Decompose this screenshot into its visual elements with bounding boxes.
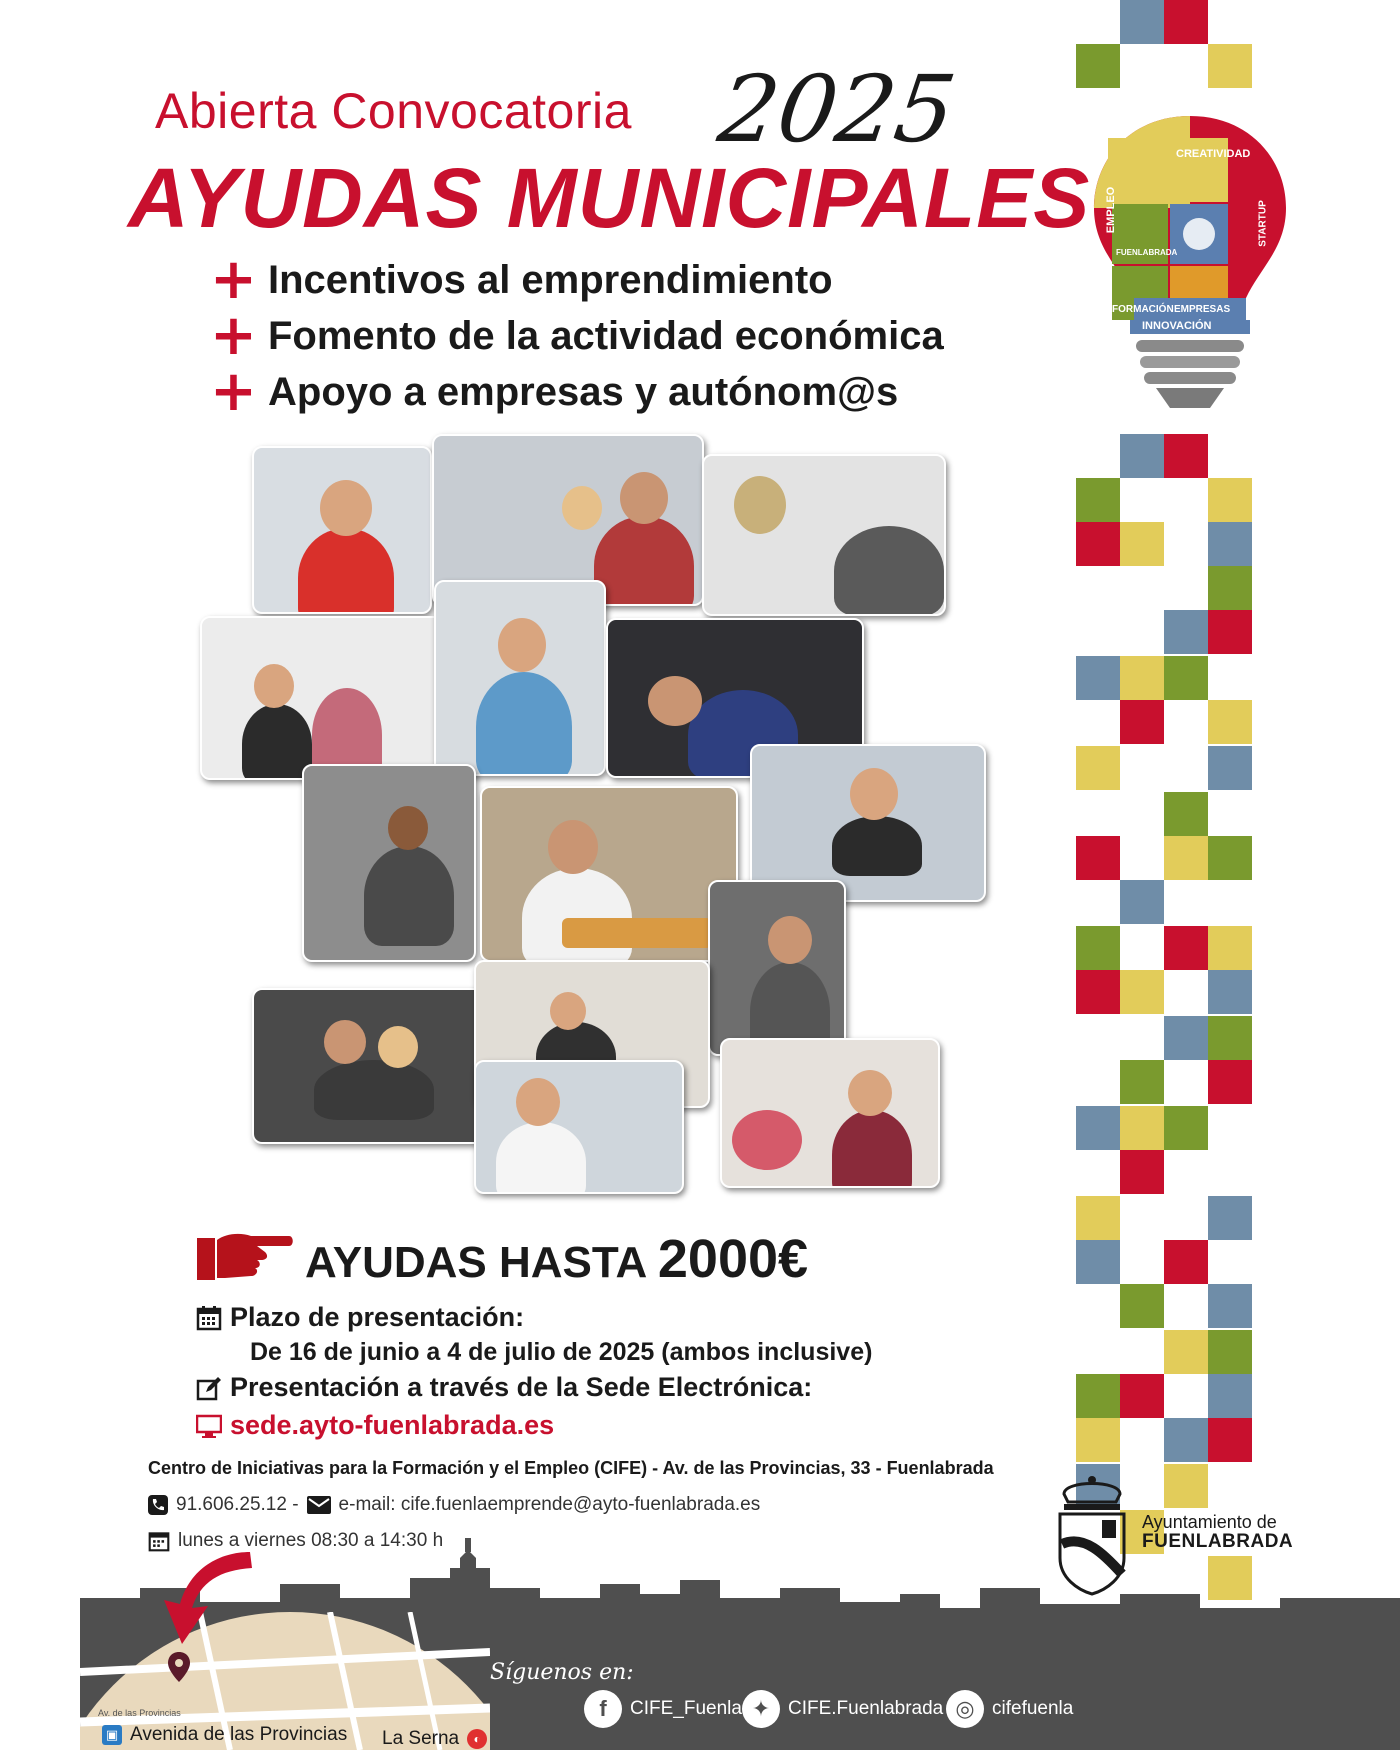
map-pin-icon xyxy=(168,1652,190,1682)
mosaic-square xyxy=(1120,1284,1164,1328)
monitor-icon xyxy=(196,1413,222,1439)
mosaic-square xyxy=(1120,656,1164,700)
mosaic-square xyxy=(1208,1016,1252,1060)
mosaic-square xyxy=(1208,746,1252,790)
mosaic-square xyxy=(1120,1150,1164,1194)
bulb-label-creatividad: CREATIVIDAD xyxy=(1176,148,1251,160)
mosaic-square xyxy=(1076,1374,1120,1418)
benefit-item xyxy=(210,303,944,368)
mosaic-square xyxy=(1076,1418,1120,1462)
location-map[interactable] xyxy=(80,1612,490,1750)
mosaic-square xyxy=(1120,522,1164,566)
instagram-handle[interactable]: cifefuenla xyxy=(992,1698,1074,1719)
map-street-label: Av. de las Provincias xyxy=(98,1708,181,1718)
sede-link[interactable]: sede.ayto-fuenlabrada.es xyxy=(230,1410,555,1440)
bulb-label-empleo: EMPLEO xyxy=(1105,186,1118,234)
mosaic-square xyxy=(1076,970,1120,1014)
mosaic-square xyxy=(1208,970,1252,1014)
mosaic-square xyxy=(1208,566,1252,610)
contact-row xyxy=(148,1494,760,1516)
bulb-label-innovacion: INNOVACIÓN xyxy=(1142,320,1212,332)
mosaic-square xyxy=(1164,610,1208,654)
twitter-link[interactable] xyxy=(742,1690,943,1728)
deadline-dates: De 16 de junio a 4 de julio de 2025 (ambos inclusive) xyxy=(250,1338,873,1366)
office-hours: lunes a viernes 08:30 a 14:30 h xyxy=(178,1530,444,1551)
benefit-item xyxy=(210,247,944,312)
pointing-hand-icon xyxy=(195,1228,295,1289)
mosaic-square xyxy=(1120,700,1164,744)
mosaic-square xyxy=(1164,0,1208,44)
main-title: AYUDAS MUNICIPALES xyxy=(128,151,1091,245)
mosaic-square xyxy=(1208,1330,1252,1374)
photo-fashion-woman xyxy=(750,744,986,902)
plus-icon: + xyxy=(210,247,257,312)
mosaic-square xyxy=(1208,836,1252,880)
benefit-text: Incentivos al emprendimiento xyxy=(268,257,833,302)
mosaic-square xyxy=(1208,1418,1252,1462)
aid-title-prefix: AYUDAS HASTA xyxy=(305,1238,646,1287)
benefit-text: Fomento de la actividad económica xyxy=(268,313,944,358)
mosaic-square xyxy=(1208,610,1252,654)
benefit-text: Apoyo a empresas y autónom@s xyxy=(268,369,899,414)
aid-amount: 2000€ xyxy=(657,1229,809,1289)
benefit-item xyxy=(210,359,944,424)
innovation-bulb-logo xyxy=(1090,108,1290,428)
mosaic-square xyxy=(1164,1464,1208,1508)
metro-stop xyxy=(382,1728,487,1750)
facebook-link[interactable] xyxy=(584,1690,742,1728)
mosaic-square xyxy=(1164,836,1208,880)
photo-vet xyxy=(434,580,606,776)
mosaic-square xyxy=(1076,478,1120,522)
plus-icon: + xyxy=(210,359,257,424)
mosaic-square xyxy=(1120,434,1164,478)
twitter-handle[interactable]: CIFE.Fuenlabrada xyxy=(788,1698,944,1719)
bulb-label-startup: STARTUP xyxy=(1257,200,1269,247)
mosaic-square xyxy=(1164,1418,1208,1462)
submission-url-row[interactable] xyxy=(196,1410,554,1441)
email-address[interactable]: e-mail: cife.fuenlaemprende@ayto-fuenlabrada.es xyxy=(338,1494,761,1515)
mosaic-square xyxy=(1076,926,1120,970)
mosaic-square xyxy=(1076,746,1120,790)
bulb-label-formacion: FORMACIÓN xyxy=(1112,304,1174,315)
twitter-icon: ✦ xyxy=(742,1690,780,1728)
mosaic-square xyxy=(1164,1106,1208,1150)
mosaic-square xyxy=(1164,656,1208,700)
mosaic-square xyxy=(1164,1240,1208,1284)
mosaic-square xyxy=(1208,1196,1252,1240)
bus-stop-label: Avenida de las Provincias xyxy=(130,1724,348,1745)
email-icon xyxy=(307,1496,331,1514)
photo-cafe-couple xyxy=(252,988,484,1144)
mosaic-square xyxy=(1076,44,1120,88)
mosaic-square xyxy=(1164,926,1208,970)
submission-label: Presentación a través de la Sede Electrónica: xyxy=(230,1372,813,1402)
metro-icon: ◐ xyxy=(467,1729,487,1749)
photo-florist xyxy=(720,1038,940,1188)
mosaic-square xyxy=(1120,0,1164,44)
plus-icon: + xyxy=(210,303,257,368)
facebook-handle[interactable]: CIFE_Fuenla xyxy=(630,1698,742,1719)
mosaic-square xyxy=(1076,1196,1120,1240)
edit-icon xyxy=(196,1375,222,1401)
center-address: Centro de Iniciativas para la Formación y el Empleo (CIFE) - Av. de las Provincias, 33 - Fuenlabrada xyxy=(148,1458,994,1478)
bus-stop xyxy=(102,1724,347,1746)
photo-bakery xyxy=(480,786,738,962)
city-line2: FUENLABRADA xyxy=(1142,1531,1294,1552)
mosaic-square xyxy=(1120,880,1164,924)
mosaic-square xyxy=(1076,1240,1120,1284)
photo-delivery-man xyxy=(252,446,432,614)
mosaic-square xyxy=(1208,44,1252,88)
mosaic-square xyxy=(1076,836,1120,880)
aid-amount-heading xyxy=(305,1228,808,1290)
submission-row xyxy=(196,1372,812,1403)
map-arrow-icon xyxy=(150,1548,260,1648)
mosaic-square xyxy=(1208,522,1252,566)
mosaic-square xyxy=(1208,700,1252,744)
mosaic-square xyxy=(1076,1106,1120,1150)
deadline-row xyxy=(196,1302,524,1333)
photo-clothing-shop xyxy=(200,616,446,780)
mosaic-square xyxy=(1208,1060,1252,1104)
mosaic-square xyxy=(1208,478,1252,522)
bulb-label-fuenlabrada: FUENLABRADA xyxy=(1116,248,1178,257)
facebook-icon: f xyxy=(584,1690,622,1728)
photo-dentist xyxy=(474,1060,684,1194)
mosaic-square xyxy=(1164,434,1208,478)
mosaic-square xyxy=(1120,1374,1164,1418)
city-line1: Ayuntamiento de xyxy=(1142,1512,1277,1532)
mosaic-square xyxy=(1120,1106,1164,1150)
photo-waiter xyxy=(708,880,846,1056)
bus-icon: ▣ xyxy=(102,1725,122,1745)
instagram-icon: ◎ xyxy=(946,1690,984,1728)
mosaic-square xyxy=(1076,522,1120,566)
phone-number[interactable]: 91.606.25.12 - xyxy=(176,1494,299,1515)
mosaic-square xyxy=(1076,656,1120,700)
bulb-label-empresas: EMPRESAS xyxy=(1174,304,1231,315)
calendar-icon xyxy=(196,1305,222,1331)
benefits-list xyxy=(210,247,944,424)
mosaic-square xyxy=(1164,1330,1208,1374)
mosaic-square xyxy=(1120,970,1164,1014)
year-label: 2025 xyxy=(712,56,962,163)
mosaic-square xyxy=(1164,792,1208,836)
mosaic-square xyxy=(1208,1284,1252,1328)
deadline-label: Plazo de presentación: xyxy=(230,1302,525,1332)
mosaic-square xyxy=(1208,926,1252,970)
photo-barber xyxy=(702,454,946,616)
mosaic-square xyxy=(1120,1060,1164,1104)
photo-bike-shop xyxy=(302,764,476,962)
metro-stop-label: La Serna xyxy=(382,1728,460,1749)
convocatoria-label: Abierta Convocatoria xyxy=(155,83,632,139)
instagram-link[interactable] xyxy=(946,1690,1073,1728)
mosaic-square xyxy=(1164,1016,1208,1060)
mosaic-square xyxy=(1208,1374,1252,1418)
follow-us-label: Síguenos en: xyxy=(490,1660,634,1685)
city-skyline xyxy=(80,1528,1400,1618)
phone-icon xyxy=(148,1495,168,1515)
